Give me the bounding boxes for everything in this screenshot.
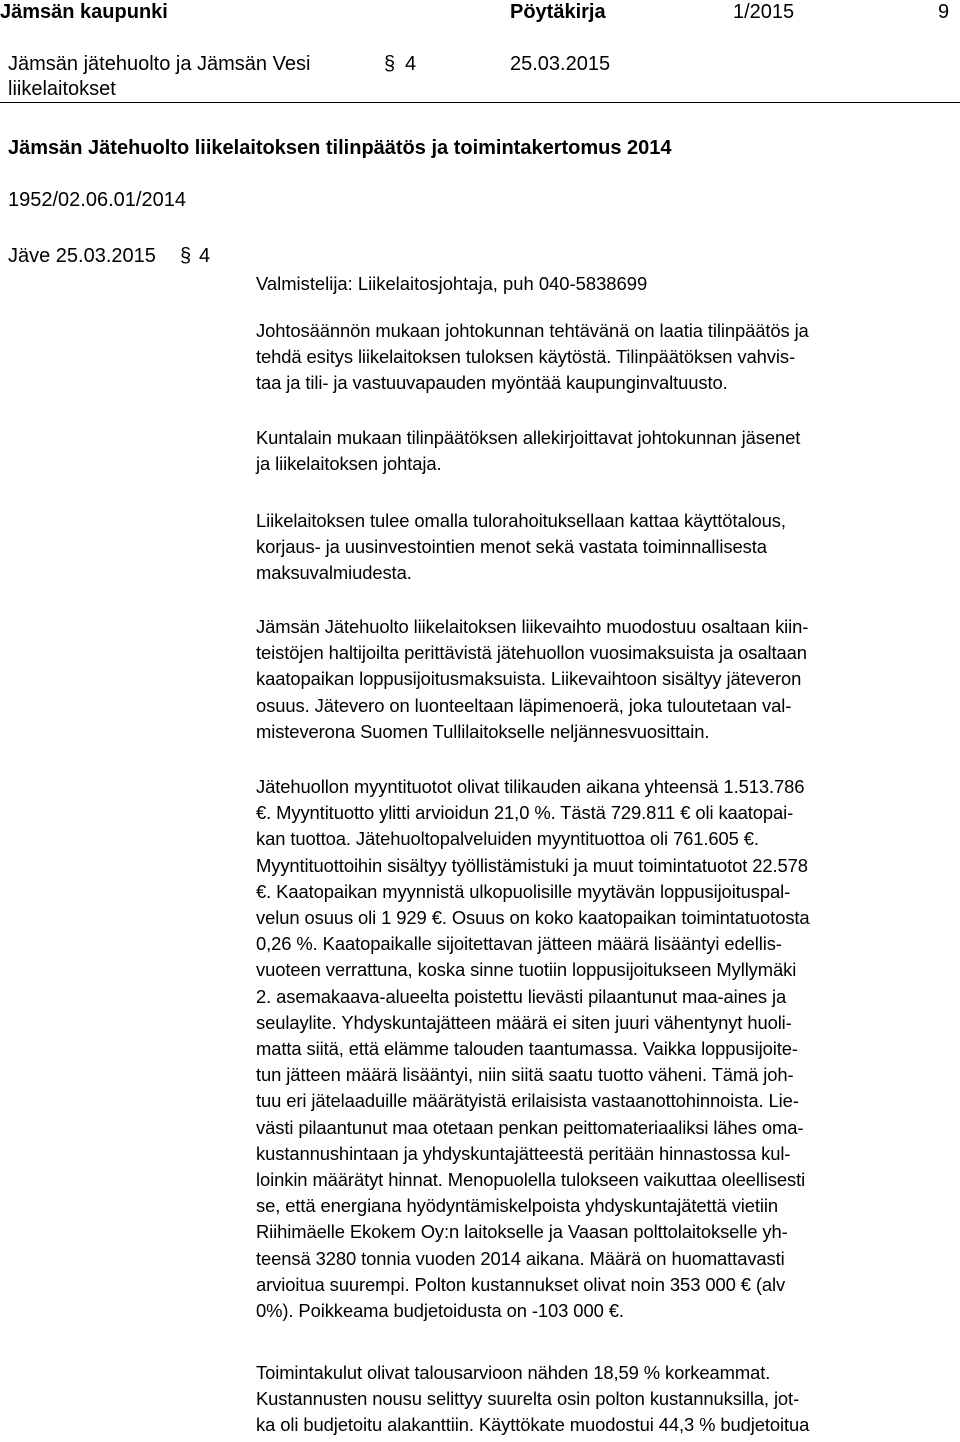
- paragraph-line: matta siitä, että elämme talouden taantumassa. Vaikka loppusijoite-: [256, 1038, 798, 1060]
- body-name-line-1: Jämsän jätehuolto ja Jämsän Vesi: [8, 53, 311, 75]
- paragraph-line: €. Myyntituotto ylitti arvioidun 21,0 %. Tästä 729.811 € oli kaatopai-: [256, 802, 794, 824]
- paragraph-4: [256, 614, 960, 745]
- page-number: 9: [938, 1, 950, 23]
- body-name-line-2: liikelaitokset: [8, 78, 116, 100]
- reference-number: 1952/02.06.01/2014: [8, 189, 186, 211]
- paragraph-line: Myyntituottoihin sisältyy työllistämistuki ja muut toimintatuotot 22.578: [256, 854, 808, 876]
- paragraph-line: tehdä esitys liikelaitoksen tuloksen käytöstä. Tilinpäätöksen vahvis-: [256, 346, 795, 368]
- paragraph-line: seulaylite. Yhdyskuntajätteen määrä ei siten juuri vähentynyt huoli-: [256, 1011, 792, 1033]
- paragraph-line: Jätehuollon myyntituotot olivat tilikauden aikana yhteensä 1.513.786: [256, 776, 805, 797]
- meeting-section-mark-icon: §: [180, 245, 192, 267]
- header-section-number: 4: [405, 53, 417, 75]
- paragraph-line: €. Kaatopaikan myynnistä ulkopuolisille myytävän loppusijoituspal-: [256, 880, 791, 902]
- paragraph-6: [256, 1360, 960, 1439]
- paragraph-line: västi pilaantunut maa otetaan penkan peittomateriaaliksi lähes oma-: [256, 1116, 804, 1138]
- paragraph-line: 0%). Poikkeama budjetoidusta on -103 000 €.: [256, 1300, 624, 1322]
- municipality-name: Jämsän kaupunki: [0, 1, 168, 23]
- paragraph-line: osuus. Jätevero on luonteeltaan läpimenoerä, joka tuloutetaan val-: [256, 694, 792, 716]
- paragraph-line: teistöjen haltijoilta perittävistä jätehuollon vuosimaksuista ja osaltaan: [256, 642, 807, 664]
- paragraph-line: kaatopaikan loppusijoitusmaksuista. Liikevaihtoon sisältyy jäteveron: [256, 668, 802, 690]
- paragraph-line: ka oli budjetoitu alakanttiin. Käyttökate muodostui 44,3 % budjetoitua: [256, 1414, 810, 1436]
- paragraph-3: [256, 508, 960, 587]
- paragraph-line: velun osuus oli 1 929 €. Osuus on koko kaatopaikan toimintatuotosta: [256, 907, 810, 929]
- paragraph-line: Toimintakulut olivat talousarvioon nähden 18,59 % korkeammat.: [256, 1362, 771, 1383]
- paragraph-line: tuu eri jätelaaduille määrätyistä erilaisista vastaanottohinnoista. Lie-: [256, 1090, 799, 1112]
- paragraph-line: taa ja tili- ja vastuuvapauden myöntää kaupunginvaltuusto.: [256, 372, 728, 394]
- paragraph-1: [256, 318, 960, 397]
- header-date: 25.03.2015: [510, 53, 611, 75]
- meeting-section-number: 4: [199, 245, 211, 267]
- paragraph-line: loinkin määrätyt hinnat. Menopuolella tulokseen vaikuttaa oleellisesti: [256, 1169, 806, 1191]
- paragraph-2: [256, 425, 960, 477]
- document-type: Pöytäkirja: [510, 1, 606, 23]
- header-divider: [0, 102, 960, 103]
- meeting-body-date: Jäve 25.03.2015: [8, 245, 156, 267]
- paragraph-5: [256, 774, 960, 1324]
- paragraph-line: Liikelaitoksen tulee omalla tulorahoituksellaan kattaa käyttötalous,: [256, 510, 786, 531]
- paragraph-line: Kuntalain mukaan tilinpäätöksen allekirjoittavat johtokunnan jäsenet: [256, 427, 801, 448]
- paragraph-line: Jämsän Jätehuolto liikelaitoksen liikevaihto muodostuu osaltaan kiin-: [256, 616, 809, 637]
- paragraph-line: Johtosäännön mukaan johtokunnan tehtävänä on laatia tilinpäätös ja: [256, 320, 809, 341]
- paragraph-line: kustannushintaan ja yhdyskuntajätteestä peritään hinnastossa kul-: [256, 1142, 791, 1164]
- preparer-line: Valmistelija: Liikelaitosjohtaja, puh 040-5838699: [256, 273, 648, 294]
- paragraph-line: korjaus- ja uusinvestointien menot sekä vastata toiminnallisesta: [256, 536, 767, 558]
- paragraph-line: vuoteen verrattuna, koska sinne tuotiin loppusijoitukseen Myllymäki: [256, 959, 797, 981]
- paragraph-line: misteverona Suomen Tullilaitokselle neljännesvuosittain.: [256, 720, 710, 742]
- paragraph-line: Riihimäelle Ekokem Oy:n laitokselle ja Vaasan polttolaitokselle yh-: [256, 1221, 788, 1243]
- document-number: 1/2015: [733, 1, 795, 23]
- paragraph-line: se, että energiana hyödyntämiskelpoista yhdyskuntajätettä vietiin: [256, 1195, 779, 1217]
- paragraph-line: 0,26 %. Kaatopaikalle sijoitettavan jätteen määrä lisääntyi edellis-: [256, 933, 782, 955]
- document-title: Jämsän Jätehuolto liikelaitoksen tilinpäätös ja toimintakertomus 2014: [8, 137, 672, 159]
- paragraph-line: teensä 3280 tonnia vuoden 2014 aikana. Määrä on huomattavasti: [256, 1247, 785, 1269]
- paragraph-line: tun jätteen määrä lisääntyi, niin siitä saatu tuotto väheni. Tämä joh-: [256, 1064, 794, 1086]
- paragraph-line: kan tuottoa. Jätehuoltopalveluiden myyntituottoa oli 761.605 €.: [256, 828, 759, 850]
- paragraph-line: maksuvalmiudesta.: [256, 562, 412, 584]
- section-mark-icon: §: [384, 53, 396, 75]
- paragraph-line: arvioitua suurempi. Polton kustannukset olivat noin 353 000 € (alv: [256, 1273, 786, 1295]
- paragraph-line: ja liikelaitoksen johtaja.: [256, 453, 442, 475]
- paragraph-line: 2. asemakaava-alueelta poistettu lievästi pilaantunut maa-aines ja: [256, 985, 787, 1007]
- paragraph-line: Kustannusten nousu selittyy suurelta osin polton kustannuksilla, jot-: [256, 1388, 800, 1410]
